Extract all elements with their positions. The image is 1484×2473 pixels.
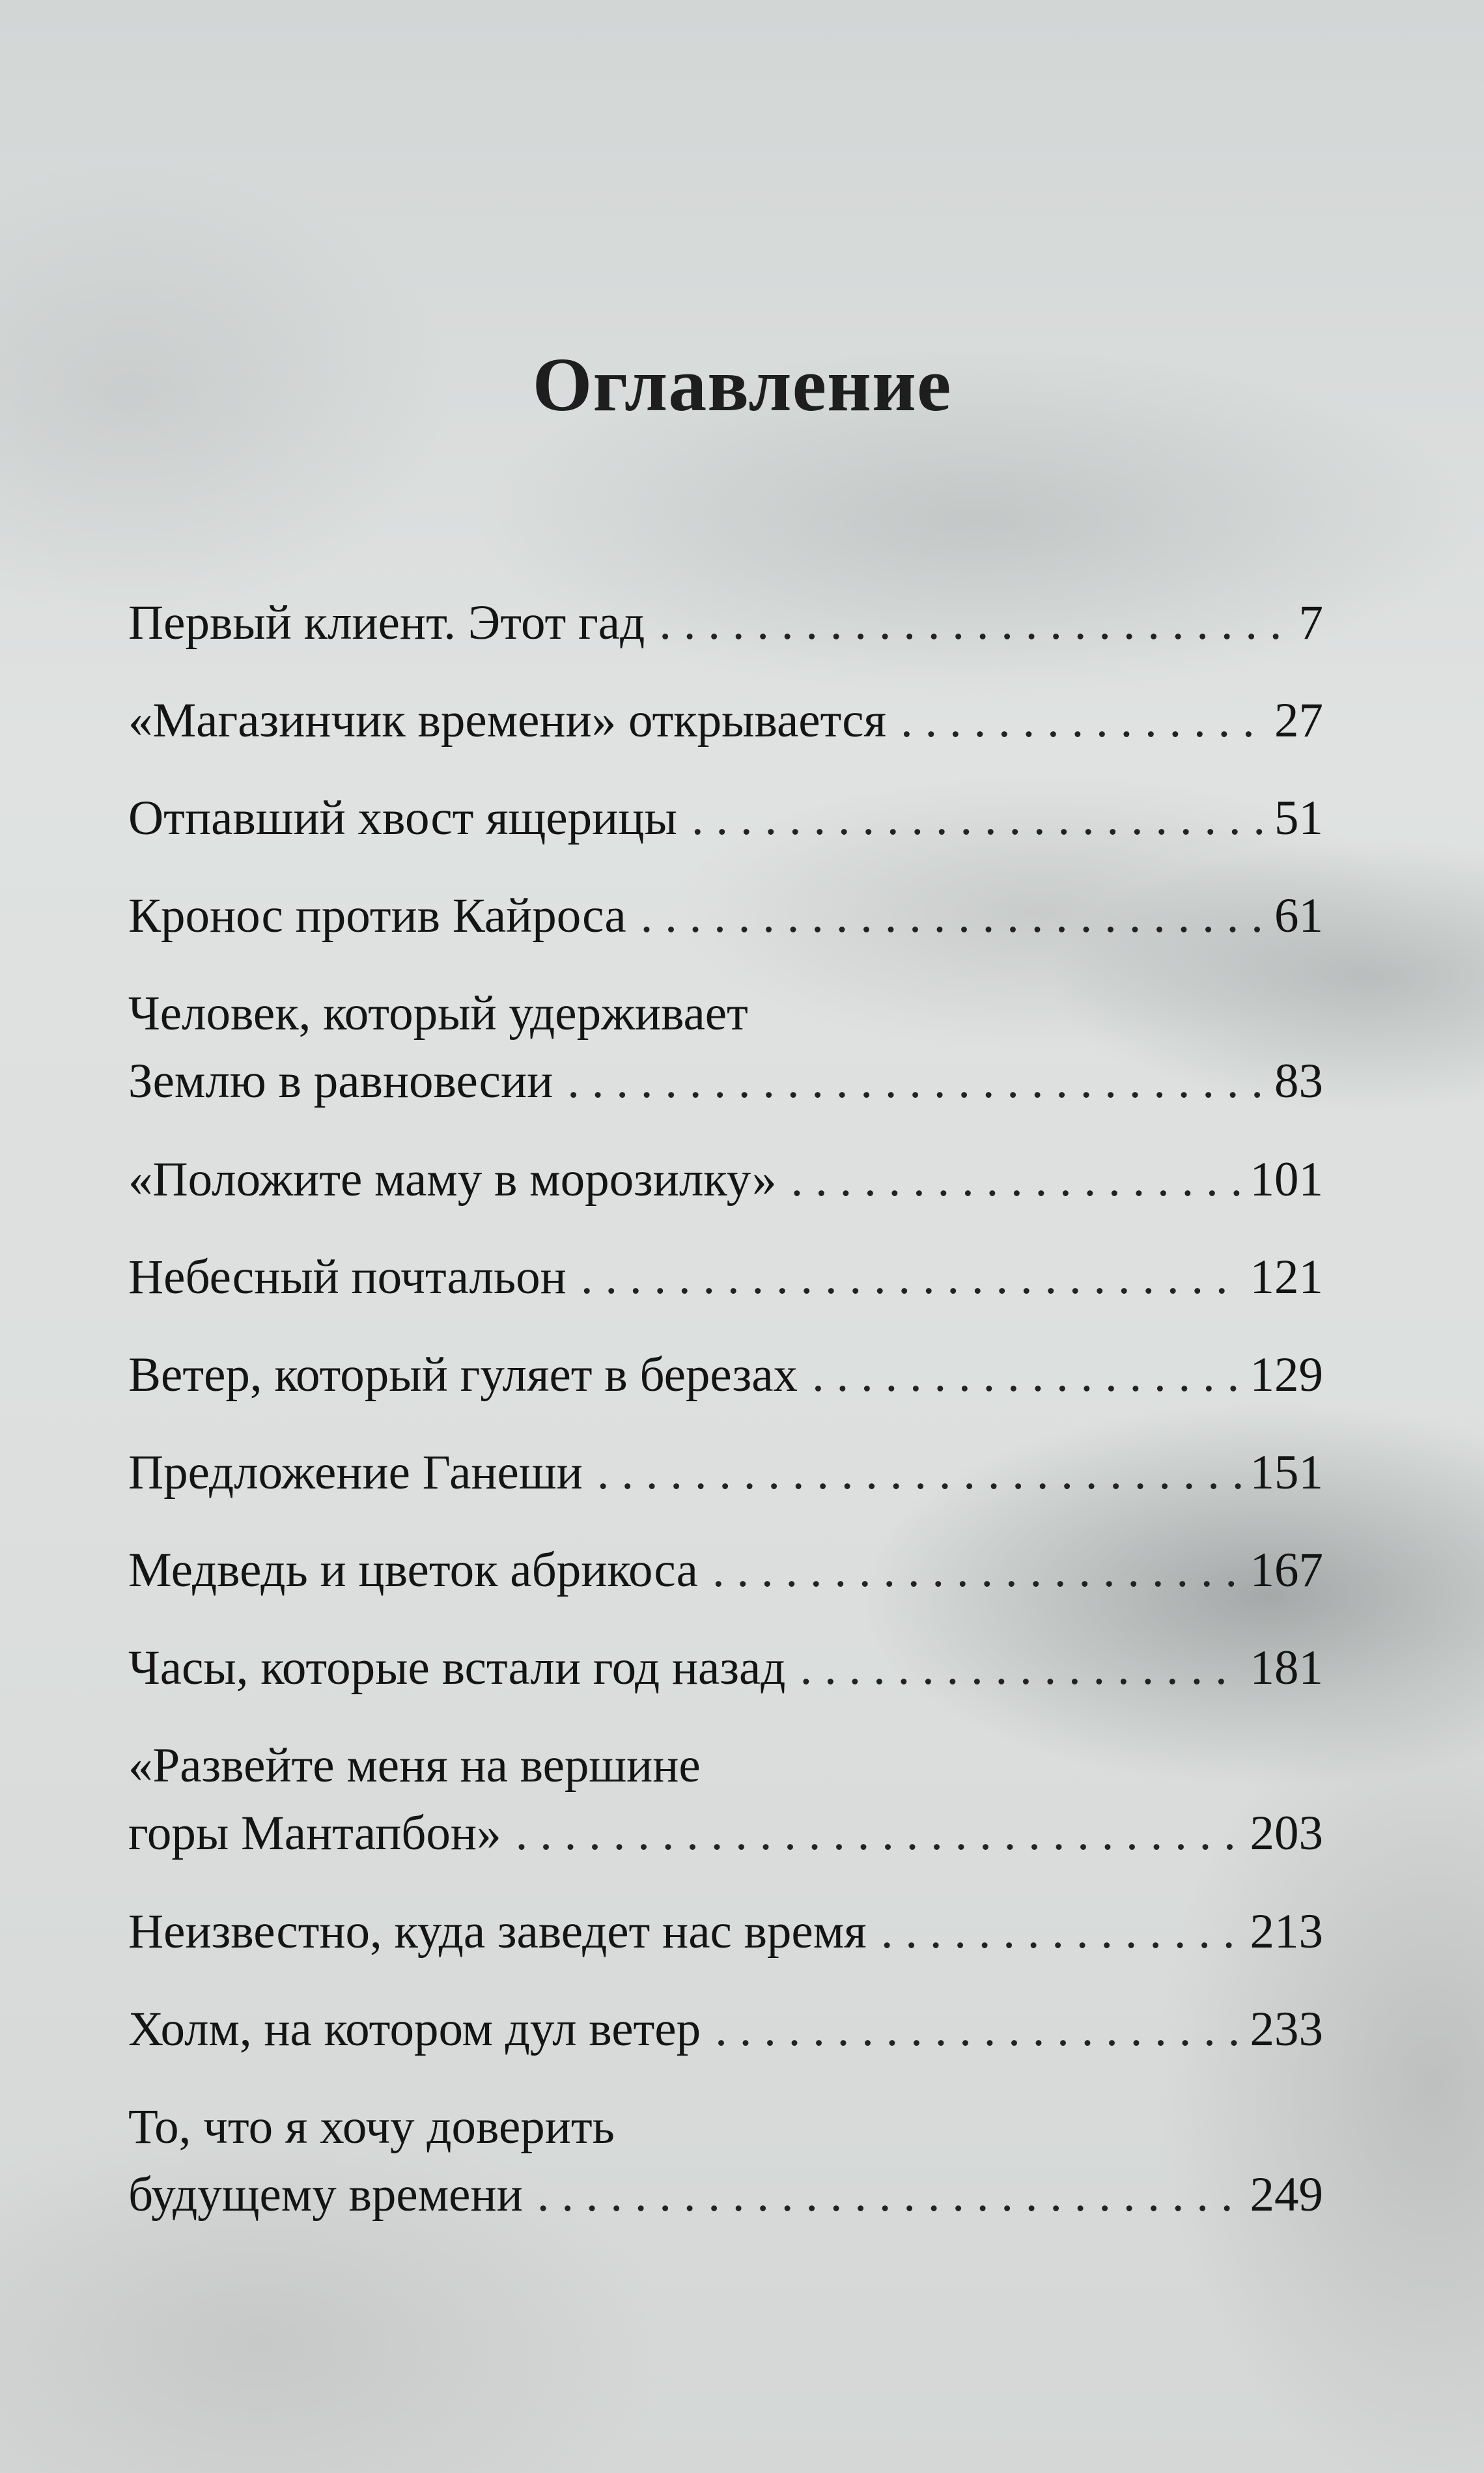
- dot-leader: [800, 1634, 1240, 1702]
- toc-entry: [128, 1996, 1323, 2093]
- toc-entry-title: Предложение Ганеши: [128, 1446, 583, 1500]
- toc-entry-title: Холм, на котором дул ветер: [128, 2002, 701, 2056]
- toc-entry-title: Отпавший хвост ящерицы: [128, 791, 677, 845]
- toc-page-number: 151: [1250, 1446, 1323, 1500]
- toc-entry: [128, 2093, 1323, 2259]
- toc-entry-title: будущему времени: [128, 2168, 523, 2222]
- toc-entry: [128, 1439, 1323, 1537]
- dot-leader: [597, 1439, 1241, 1507]
- toc-entry-title: Первый клиент. Этот гад: [128, 596, 645, 650]
- toc-entry-title: горы Мантапбон»: [128, 1806, 501, 1860]
- dot-leader: [581, 1244, 1241, 1311]
- toc-entry-title: Землю в равновесии: [128, 1054, 553, 1108]
- dot-leader: [715, 1996, 1240, 2063]
- dot-leader: [812, 1341, 1240, 1409]
- toc-page-number: 233: [1250, 2002, 1323, 2056]
- toc-entry: [128, 1244, 1323, 1341]
- toc-entry: [128, 589, 1323, 687]
- toc-entry-title: Небесный почтальон: [128, 1250, 567, 1304]
- dot-leader: [712, 1537, 1241, 1604]
- dot-leader: [791, 1146, 1241, 1214]
- toc-entry: [128, 1146, 1323, 1244]
- toc-entry: [128, 1341, 1323, 1439]
- page-title: Оглавление: [532, 342, 952, 427]
- toc-page-number: 51: [1274, 791, 1323, 845]
- toc-entry-title: «Магазинчик времени» открывается: [128, 693, 887, 747]
- toc-page-number: 101: [1250, 1153, 1323, 1207]
- toc-page-number: 27: [1274, 693, 1323, 747]
- toc-entry-title: Кронос против Кайроса: [128, 889, 626, 943]
- toc-page-number: 181: [1250, 1641, 1323, 1695]
- toc-page-number: 167: [1250, 1543, 1323, 1597]
- toc-entry: [128, 882, 1323, 980]
- toc-page-number: 213: [1250, 1905, 1323, 1959]
- table-of-contents: [128, 589, 1323, 2259]
- toc-page-number: 83: [1274, 1054, 1323, 1108]
- dot-leader: [901, 687, 1265, 755]
- toc-entry-title: «Положите маму в морозилку»: [128, 1153, 777, 1207]
- toc-entry: [128, 785, 1323, 882]
- toc-entry-title: Неизвестно, куда заведет нас время: [128, 1905, 867, 1959]
- toc-entry-title-line1: «Развейте меня на вершине: [128, 1739, 701, 1793]
- toc-page-number: 249: [1250, 2168, 1323, 2222]
- dot-leader: [692, 785, 1265, 852]
- toc-page-number: 7: [1298, 596, 1323, 650]
- toc-entry: [128, 687, 1323, 785]
- toc-entry: [128, 980, 1323, 1146]
- toc-page-number: 203: [1250, 1806, 1323, 1860]
- toc-entry-title: Ветер, который гуляет в березах: [128, 1348, 798, 1402]
- dot-leader: [659, 589, 1289, 657]
- toc-entry-title-line1: Человек, который удерживает: [128, 986, 748, 1041]
- toc-entry: [128, 1537, 1323, 1634]
- dot-leader: [516, 1800, 1241, 1867]
- toc-entry-title: Часы, которые встали год назад: [128, 1641, 786, 1695]
- dot-leader: [641, 882, 1265, 950]
- dot-leader: [881, 1898, 1241, 1966]
- dot-leader: [567, 1048, 1265, 1115]
- toc-entry-title: Медведь и цветок абрикоса: [128, 1543, 698, 1597]
- toc-entry: [128, 1634, 1323, 1732]
- toc-page-number: 121: [1250, 1250, 1323, 1304]
- toc-entry-title-line1: То, что я хочу доверить: [128, 2100, 615, 2154]
- toc-page-number: 61: [1274, 889, 1323, 943]
- toc-page-number: 129: [1250, 1348, 1323, 1402]
- toc-entry: [128, 1732, 1323, 1898]
- toc-entry: [128, 1898, 1323, 1996]
- dot-leader: [537, 2161, 1241, 2229]
